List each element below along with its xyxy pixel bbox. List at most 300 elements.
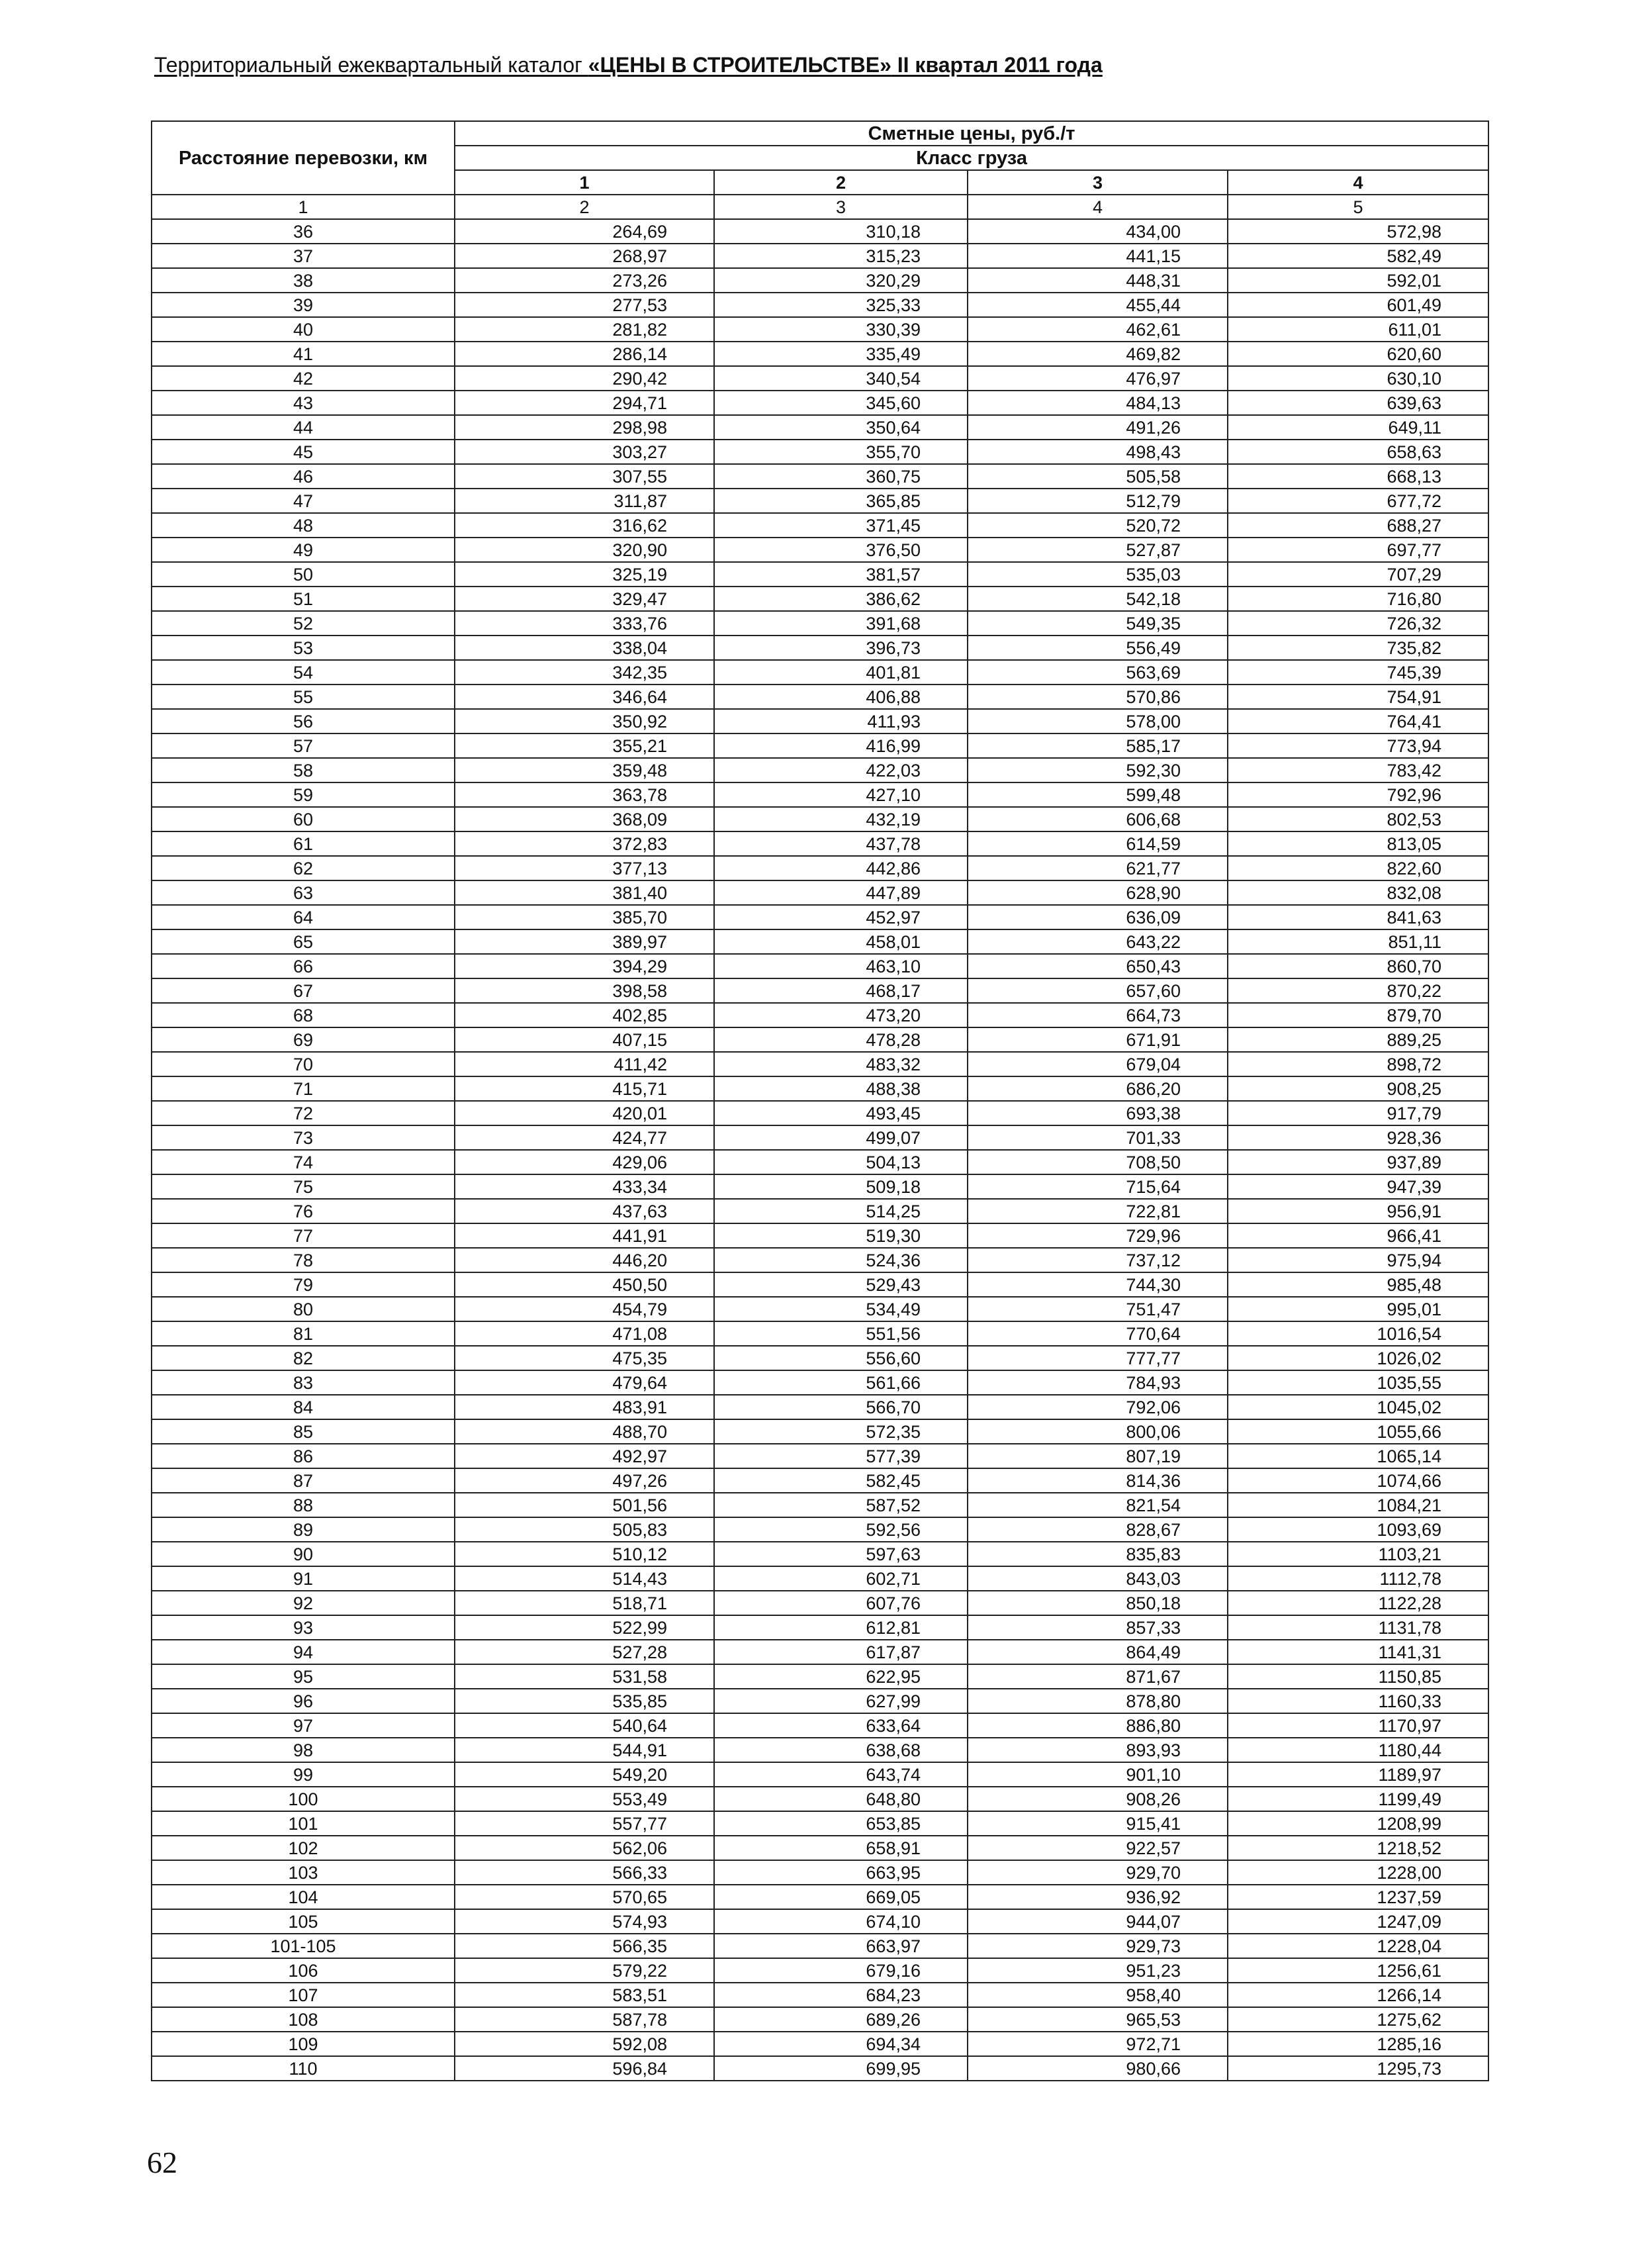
- price-cell: 708,50: [968, 1150, 1228, 1174]
- price-cell: 1170,97: [1228, 1713, 1488, 1738]
- table-row: [152, 831, 1488, 856]
- price-cell: 473,20: [714, 1003, 968, 1027]
- price-cell: 553,49: [455, 1787, 714, 1811]
- price-cell: 587,52: [714, 1493, 968, 1517]
- table-row: [152, 1517, 1488, 1542]
- price-cell: 735,82: [1228, 636, 1488, 660]
- table-row: [152, 905, 1488, 929]
- table-row: [152, 415, 1488, 440]
- table-row: [152, 1150, 1488, 1174]
- price-cell: 311,87: [455, 489, 714, 513]
- table-row: [152, 1003, 1488, 1027]
- price-cell: 437,78: [714, 831, 968, 856]
- price-cell: 643,22: [968, 929, 1228, 954]
- price-cell: 715,64: [968, 1174, 1228, 1199]
- table-row: [152, 1689, 1488, 1713]
- distance-cell: 89: [152, 1517, 455, 1542]
- price-cell: 320,29: [714, 268, 968, 293]
- price-cell: 350,64: [714, 415, 968, 440]
- table-row: [152, 1958, 1488, 1983]
- price-cell: 592,01: [1228, 268, 1488, 293]
- price-cell: 534,49: [714, 1297, 968, 1321]
- table-row: [152, 1125, 1488, 1150]
- price-cell: 1228,00: [1228, 1860, 1488, 1885]
- distance-cell: 108: [152, 2007, 455, 2032]
- price-cell: 607,76: [714, 1591, 968, 1615]
- price-cell: 469,82: [968, 342, 1228, 366]
- price-cell: 529,43: [714, 1272, 968, 1297]
- price-cell: 1026,02: [1228, 1346, 1488, 1370]
- price-cell: 385,70: [455, 905, 714, 929]
- price-cell: 1237,59: [1228, 1885, 1488, 1909]
- page-header-title: [154, 53, 1103, 77]
- price-cell: 937,89: [1228, 1150, 1488, 1174]
- distance-cell: 48: [152, 513, 455, 538]
- class-header: Класс груза: [455, 146, 1488, 170]
- price-cell: 398,58: [455, 978, 714, 1003]
- price-cell: 850,18: [968, 1591, 1228, 1615]
- price-cell: 338,04: [455, 636, 714, 660]
- price-cell: 498,43: [968, 440, 1228, 464]
- table-row: [152, 1419, 1488, 1444]
- table-row: [152, 636, 1488, 660]
- distance-cell: 62: [152, 856, 455, 880]
- class-label: 2: [714, 170, 968, 195]
- row-header-distance: Расстояние перевозки, км: [152, 121, 455, 195]
- price-cell: 686,20: [968, 1076, 1228, 1101]
- price-cell: 432,19: [714, 807, 968, 831]
- price-cell: 479,64: [455, 1370, 714, 1395]
- price-cell: 264,69: [455, 219, 714, 244]
- price-cell: 396,73: [714, 636, 968, 660]
- price-cell: 878,80: [968, 1689, 1228, 1713]
- price-cell: 512,79: [968, 489, 1228, 513]
- price-cell: 744,30: [968, 1272, 1228, 1297]
- price-cell: 649,11: [1228, 415, 1488, 440]
- price-cell: 315,23: [714, 244, 968, 268]
- price-cell: 663,95: [714, 1860, 968, 1885]
- price-cell: 650,43: [968, 954, 1228, 978]
- price-cell: 601,49: [1228, 293, 1488, 317]
- price-cell: 340,54: [714, 366, 968, 391]
- price-cell: 542,18: [968, 587, 1228, 611]
- price-cell: 582,45: [714, 1468, 968, 1493]
- price-cell: 1180,44: [1228, 1738, 1488, 1762]
- price-cell: 663,97: [714, 1934, 968, 1958]
- distance-cell: 83: [152, 1370, 455, 1395]
- class-label: 4: [1228, 170, 1488, 195]
- price-cell: 368,09: [455, 807, 714, 831]
- table-row: [152, 587, 1488, 611]
- price-cell: 1131,78: [1228, 1615, 1488, 1640]
- table-row: [152, 464, 1488, 489]
- price-cell: 386,62: [714, 587, 968, 611]
- distance-cell: 86: [152, 1444, 455, 1468]
- price-cell: 376,50: [714, 538, 968, 562]
- price-cell: 363,78: [455, 782, 714, 807]
- price-cell: 518,71: [455, 1591, 714, 1615]
- price-cell: 527,28: [455, 1640, 714, 1664]
- table-row: [152, 856, 1488, 880]
- distance-cell: 45: [152, 440, 455, 464]
- distance-cell: 44: [152, 415, 455, 440]
- price-cell: 476,97: [968, 366, 1228, 391]
- price-cell: 458,01: [714, 929, 968, 954]
- price-cell: 745,39: [1228, 660, 1488, 685]
- distance-cell: 55: [152, 685, 455, 709]
- distance-cell: 54: [152, 660, 455, 685]
- distance-cell: 51: [152, 587, 455, 611]
- price-cell: 851,11: [1228, 929, 1488, 954]
- price-cell: 371,45: [714, 513, 968, 538]
- distance-cell: 40: [152, 317, 455, 342]
- price-table-head: [152, 121, 1488, 219]
- price-cell: 630,10: [1228, 366, 1488, 391]
- table-row: [152, 1101, 1488, 1125]
- price-cell: 504,13: [714, 1150, 968, 1174]
- price-cell: 505,83: [455, 1517, 714, 1542]
- price-cell: 492,97: [455, 1444, 714, 1468]
- table-row: [152, 219, 1488, 244]
- distance-cell: 69: [152, 1027, 455, 1052]
- price-cell: 701,33: [968, 1125, 1228, 1150]
- table-row: [152, 440, 1488, 464]
- price-cell: 290,42: [455, 366, 714, 391]
- price-cell: 922,57: [968, 1836, 1228, 1860]
- price-cell: 429,06: [455, 1150, 714, 1174]
- price-cell: 310,18: [714, 219, 968, 244]
- table-row: [152, 1811, 1488, 1836]
- price-cell: 488,38: [714, 1076, 968, 1101]
- price-cell: 501,56: [455, 1493, 714, 1517]
- price-cell: 406,88: [714, 685, 968, 709]
- price-cell: 574,93: [455, 1909, 714, 1934]
- price-cell: 857,33: [968, 1615, 1228, 1640]
- distance-cell: 41: [152, 342, 455, 366]
- price-cell: 509,18: [714, 1174, 968, 1199]
- price-cell: 316,62: [455, 513, 714, 538]
- price-cell: 1074,66: [1228, 1468, 1488, 1493]
- price-cell: 1093,69: [1228, 1517, 1488, 1542]
- group-header-prices: Сметные цены, руб./т: [455, 121, 1488, 146]
- price-cell: 1045,02: [1228, 1395, 1488, 1419]
- price-cell: 898,72: [1228, 1052, 1488, 1076]
- table-row: [152, 2007, 1488, 2032]
- price-cell: 620,60: [1228, 342, 1488, 366]
- price-cell: 325,19: [455, 562, 714, 587]
- price-cell: 273,26: [455, 268, 714, 293]
- price-cell: 514,43: [455, 1566, 714, 1591]
- distance-cell: 74: [152, 1150, 455, 1174]
- price-cell: 606,68: [968, 807, 1228, 831]
- table-row: [152, 1615, 1488, 1640]
- table-row: [152, 1468, 1488, 1493]
- price-cell: 549,35: [968, 611, 1228, 636]
- table-row: [152, 1885, 1488, 1909]
- price-cell: 828,67: [968, 1517, 1228, 1542]
- price-cell: 520,72: [968, 513, 1228, 538]
- price-cell: 612,81: [714, 1615, 968, 1640]
- price-cell: 944,07: [968, 1909, 1228, 1934]
- distance-cell: 90: [152, 1542, 455, 1566]
- distance-cell: 105: [152, 1909, 455, 1934]
- price-cell: 475,35: [455, 1346, 714, 1370]
- price-cell: 870,22: [1228, 978, 1488, 1003]
- price-cell: 929,73: [968, 1934, 1228, 1958]
- price-table: [151, 120, 1489, 2081]
- price-cell: 527,87: [968, 538, 1228, 562]
- price-cell: 499,07: [714, 1125, 968, 1150]
- price-cell: 628,90: [968, 880, 1228, 905]
- price-cell: 450,50: [455, 1272, 714, 1297]
- price-cell: 544,91: [455, 1738, 714, 1762]
- distance-cell: 107: [152, 1983, 455, 2007]
- table-row: [152, 1444, 1488, 1468]
- price-cell: 562,06: [455, 1836, 714, 1860]
- price-cell: 1122,28: [1228, 1591, 1488, 1615]
- price-cell: 1285,16: [1228, 2032, 1488, 2056]
- price-cell: 303,27: [455, 440, 714, 464]
- price-cell: 784,93: [968, 1370, 1228, 1395]
- price-cell: 345,60: [714, 391, 968, 415]
- distance-cell: 57: [152, 733, 455, 758]
- price-cell: 669,05: [714, 1885, 968, 1909]
- price-cell: 577,39: [714, 1444, 968, 1468]
- price-cell: 773,94: [1228, 733, 1488, 758]
- column-number: 5: [1228, 195, 1488, 219]
- price-cell: 463,10: [714, 954, 968, 978]
- table-row: [152, 1640, 1488, 1664]
- distance-cell: 103: [152, 1860, 455, 1885]
- distance-cell: 71: [152, 1076, 455, 1101]
- price-cell: 557,77: [455, 1811, 714, 1836]
- price-cell: 437,63: [455, 1199, 714, 1223]
- distance-cell: 80: [152, 1297, 455, 1321]
- price-cell: 446,20: [455, 1248, 714, 1272]
- price-cell: 462,61: [968, 317, 1228, 342]
- distance-cell: 67: [152, 978, 455, 1003]
- distance-cell: 60: [152, 807, 455, 831]
- price-cell: 1112,78: [1228, 1566, 1488, 1591]
- distance-cell: 58: [152, 758, 455, 782]
- price-cell: 329,47: [455, 587, 714, 611]
- price-cell: 1228,04: [1228, 1934, 1488, 1958]
- price-cell: 563,69: [968, 660, 1228, 685]
- column-number: 1: [152, 195, 455, 219]
- price-cell: 587,78: [455, 2007, 714, 2032]
- distance-cell: 49: [152, 538, 455, 562]
- price-cell: 524,36: [714, 1248, 968, 1272]
- price-cell: 602,71: [714, 1566, 968, 1591]
- table-row: [152, 880, 1488, 905]
- price-cell: 679,04: [968, 1052, 1228, 1076]
- price-cell: 592,30: [968, 758, 1228, 782]
- price-cell: 1218,52: [1228, 1836, 1488, 1860]
- table-row: [152, 538, 1488, 562]
- price-cell: 674,10: [714, 1909, 968, 1934]
- distance-cell: 47: [152, 489, 455, 513]
- table-row: [152, 611, 1488, 636]
- distance-cell: 56: [152, 709, 455, 733]
- table-row: [152, 1223, 1488, 1248]
- table-row: [152, 1321, 1488, 1346]
- price-cell: 643,74: [714, 1762, 968, 1787]
- price-cell: 1266,14: [1228, 1983, 1488, 2007]
- price-cell: 320,90: [455, 538, 714, 562]
- price-cell: 1199,49: [1228, 1787, 1488, 1811]
- price-cell: 813,05: [1228, 831, 1488, 856]
- price-cell: 355,21: [455, 733, 714, 758]
- distance-cell: 61: [152, 831, 455, 856]
- price-cell: 599,48: [968, 782, 1228, 807]
- price-cell: 841,63: [1228, 905, 1488, 929]
- price-cell: 807,19: [968, 1444, 1228, 1468]
- price-cell: 540,64: [455, 1713, 714, 1738]
- price-cell: 1208,99: [1228, 1811, 1488, 1836]
- table-row: [152, 342, 1488, 366]
- price-cell: 342,35: [455, 660, 714, 685]
- table-row: [152, 1370, 1488, 1395]
- distance-cell: 75: [152, 1174, 455, 1199]
- price-cell: 679,16: [714, 1958, 968, 1983]
- table-row: [152, 1909, 1488, 1934]
- distance-cell: 76: [152, 1199, 455, 1223]
- price-cell: 307,55: [455, 464, 714, 489]
- price-cell: 985,48: [1228, 1272, 1488, 1297]
- price-cell: 658,63: [1228, 440, 1488, 464]
- distance-cell: 79: [152, 1272, 455, 1297]
- table-row: [152, 1591, 1488, 1615]
- price-cell: 1189,97: [1228, 1762, 1488, 1787]
- price-cell: 729,96: [968, 1223, 1228, 1248]
- price-cell: 488,70: [455, 1419, 714, 1444]
- column-number: 3: [714, 195, 968, 219]
- class-label: 3: [968, 170, 1228, 195]
- price-cell: 415,71: [455, 1076, 714, 1101]
- price-cell: 677,72: [1228, 489, 1488, 513]
- distance-cell: 96: [152, 1689, 455, 1713]
- table-row: [152, 1346, 1488, 1370]
- price-cell: 688,27: [1228, 513, 1488, 538]
- price-cell: 434,00: [968, 219, 1228, 244]
- table-row: [152, 685, 1488, 709]
- header-bold: «ЦЕНЫ В СТРОИТЕЛЬСТВЕ»: [588, 53, 891, 77]
- price-cell: 614,59: [968, 831, 1228, 856]
- price-cell: 572,98: [1228, 219, 1488, 244]
- distance-cell: 85: [152, 1419, 455, 1444]
- price-cell: 531,58: [455, 1664, 714, 1689]
- table-row: [152, 1836, 1488, 1860]
- price-cell: 391,68: [714, 611, 968, 636]
- price-cell: 365,85: [714, 489, 968, 513]
- price-cell: 491,26: [968, 415, 1228, 440]
- price-cell: 958,40: [968, 1983, 1228, 2007]
- price-cell: 668,13: [1228, 464, 1488, 489]
- price-cell: 330,39: [714, 317, 968, 342]
- price-cell: 726,32: [1228, 611, 1488, 636]
- distance-cell: 77: [152, 1223, 455, 1248]
- table-row: [152, 2032, 1488, 2056]
- table-row: [152, 513, 1488, 538]
- price-cell: 822,60: [1228, 856, 1488, 880]
- column-number: 4: [968, 195, 1228, 219]
- price-cell: 975,94: [1228, 1248, 1488, 1272]
- price-cell: 535,03: [968, 562, 1228, 587]
- table-row: [152, 562, 1488, 587]
- price-cell: 886,80: [968, 1713, 1228, 1738]
- table-row: [152, 1248, 1488, 1272]
- price-cell: 697,77: [1228, 538, 1488, 562]
- price-cell: 648,80: [714, 1787, 968, 1811]
- table-row: [152, 489, 1488, 513]
- price-cell: 633,64: [714, 1713, 968, 1738]
- price-cell: 411,93: [714, 709, 968, 733]
- price-cell: 519,30: [714, 1223, 968, 1248]
- price-cell: 1275,62: [1228, 2007, 1488, 2032]
- price-cell: 915,41: [968, 1811, 1228, 1836]
- price-cell: 1035,55: [1228, 1370, 1488, 1395]
- price-cell: 570,65: [455, 1885, 714, 1909]
- price-cell: 493,45: [714, 1101, 968, 1125]
- table-row: [152, 1787, 1488, 1811]
- price-cell: 510,12: [455, 1542, 714, 1566]
- header-prefix: Территориальный ежеквартальный каталог: [154, 53, 588, 77]
- price-cell: 335,49: [714, 342, 968, 366]
- distance-cell: 97: [152, 1713, 455, 1738]
- price-cell: 814,36: [968, 1468, 1228, 1493]
- price-cell: 889,25: [1228, 1027, 1488, 1052]
- table-row: [152, 1664, 1488, 1689]
- distance-cell: 106: [152, 1958, 455, 1983]
- price-cell: 832,08: [1228, 880, 1488, 905]
- price-cell: 689,26: [714, 2007, 968, 2032]
- table-row: [152, 1934, 1488, 1958]
- price-cell: 864,49: [968, 1640, 1228, 1664]
- price-cell: 597,63: [714, 1542, 968, 1566]
- price-cell: 777,77: [968, 1346, 1228, 1370]
- price-cell: 549,20: [455, 1762, 714, 1787]
- price-cell: 556,49: [968, 636, 1228, 660]
- table-row: [152, 807, 1488, 831]
- price-cell: 346,64: [455, 685, 714, 709]
- table-row: [152, 1076, 1488, 1101]
- price-cell: 394,29: [455, 954, 714, 978]
- price-cell: 835,83: [968, 1542, 1228, 1566]
- price-cell: 478,28: [714, 1027, 968, 1052]
- price-cell: 355,70: [714, 440, 968, 464]
- price-cell: 951,23: [968, 1958, 1228, 1983]
- price-cell: 566,35: [455, 1934, 714, 1958]
- table-row: [152, 1493, 1488, 1517]
- price-cell: 566,70: [714, 1395, 968, 1419]
- distance-cell: 68: [152, 1003, 455, 1027]
- price-cell: 471,08: [455, 1321, 714, 1346]
- price-cell: 1103,21: [1228, 1542, 1488, 1566]
- table-row: [152, 1395, 1488, 1419]
- distance-cell: 104: [152, 1885, 455, 1909]
- distance-cell: 70: [152, 1052, 455, 1076]
- price-cell: 754,91: [1228, 685, 1488, 709]
- table-row: [152, 1027, 1488, 1052]
- distance-cell: 36: [152, 219, 455, 244]
- price-cell: 468,17: [714, 978, 968, 1003]
- table-row: [152, 1713, 1488, 1738]
- price-cell: 298,98: [455, 415, 714, 440]
- table-row: [152, 1542, 1488, 1566]
- price-cell: 402,85: [455, 1003, 714, 1027]
- table-row: [152, 1174, 1488, 1199]
- price-cell: 572,35: [714, 1419, 968, 1444]
